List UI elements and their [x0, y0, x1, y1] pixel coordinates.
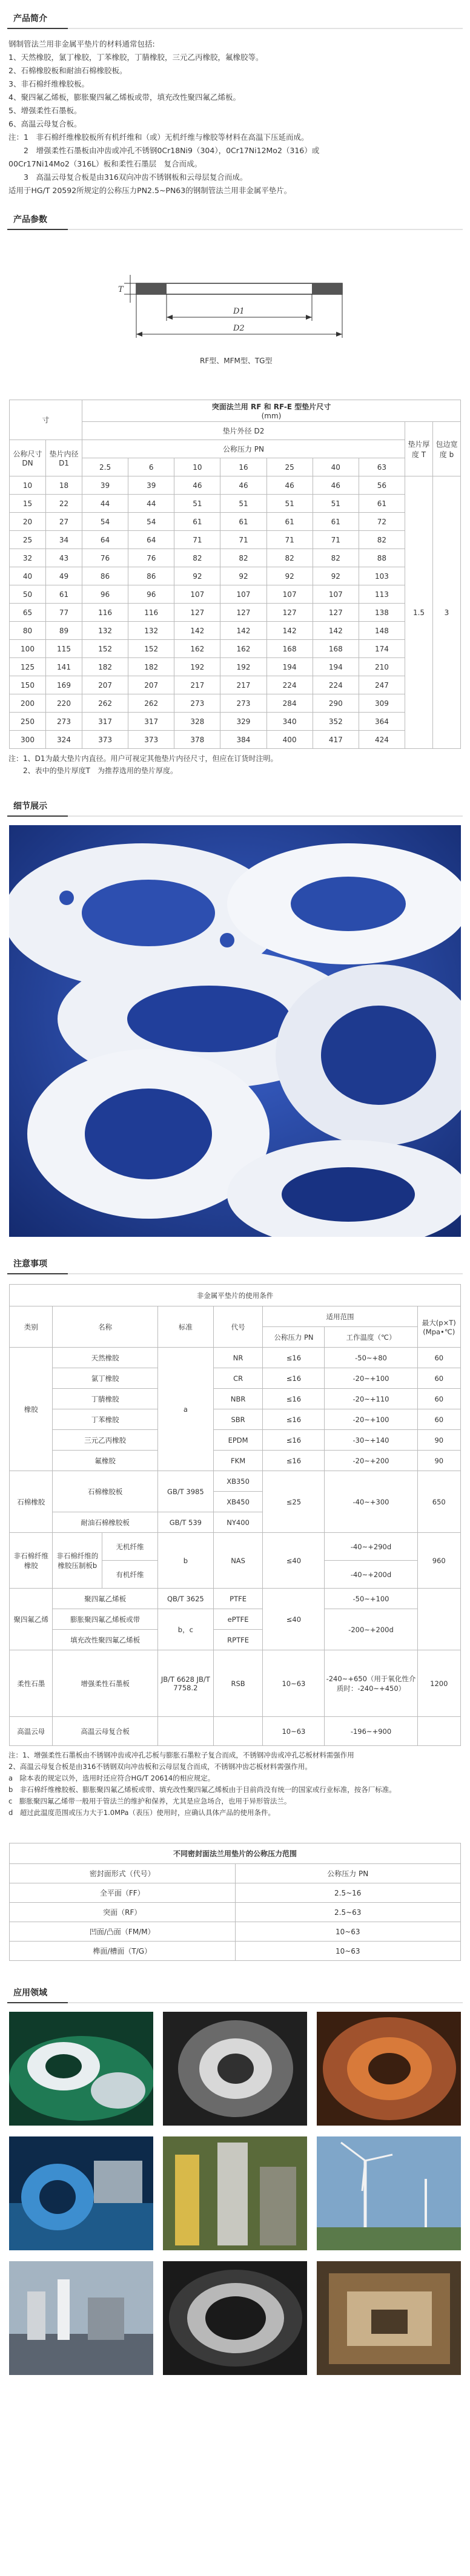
- table-row: [10, 694, 461, 713]
- table-cell: 400: [266, 731, 313, 749]
- table-cell: 207: [82, 676, 128, 694]
- table-cell: 82: [359, 531, 405, 549]
- section-header-intro: [0, 7, 470, 29]
- table-row: [10, 713, 461, 731]
- table-cell: 61: [266, 513, 313, 531]
- table-cell: ≤16: [263, 1389, 325, 1409]
- intro-item: 2、石棉橡胶板和耐油石棉橡胶板。: [8, 66, 127, 75]
- table-row: [10, 1451, 461, 1471]
- table-cell: 39: [82, 476, 128, 495]
- table-cell: 27: [46, 513, 82, 531]
- table-cell: 116: [82, 604, 128, 622]
- table-cell: 76: [128, 549, 174, 567]
- table-cell: 50: [10, 585, 46, 604]
- table-cell: 107: [174, 585, 220, 604]
- application-photo: [9, 2136, 153, 2250]
- table-cell: 51: [266, 495, 313, 513]
- application-photo: [317, 2261, 461, 2375]
- table-cell: 168: [266, 640, 313, 658]
- table-cell: 340: [266, 713, 313, 731]
- product-photo: [9, 825, 461, 1237]
- intro-item: 6、高温云母复合板。: [8, 119, 82, 128]
- pn-header-cell: 25: [266, 458, 313, 476]
- gasket-cross-section-drawing: [0, 236, 470, 400]
- table-cell: 61: [359, 495, 405, 513]
- application-photo: [163, 2136, 307, 2250]
- table-cell: SBR: [213, 1409, 263, 1430]
- table-cell: 182: [128, 658, 174, 676]
- table-cell: ≤16: [263, 1368, 325, 1389]
- intro-item: 3、非石棉纤维橡胶板。: [8, 79, 89, 88]
- table-cell: 49: [46, 567, 82, 585]
- table-cell: 2.5~63: [235, 1903, 461, 1922]
- table-cell: 10~63: [235, 1922, 461, 1942]
- table-row: [10, 1389, 461, 1409]
- table-cell: 86: [82, 567, 128, 585]
- table-cell: 三元乙丙橡胶: [53, 1430, 157, 1451]
- table-cell: 324: [46, 731, 82, 749]
- dim-d2-label: D2: [233, 324, 245, 333]
- table-row: [10, 585, 461, 604]
- table-cell: 64: [128, 531, 174, 549]
- params-notes: 注：1、D1为最大垫片内直径。用户可视定其他垫片内径尺寸，但应在订货时注明。 2、表中的垫片厚度T 为推荐选用的垫片厚度。: [8, 754, 278, 775]
- table-cell: 224: [313, 676, 359, 694]
- section-title: 细节展示: [13, 802, 47, 811]
- table-cell: 82: [266, 549, 313, 567]
- edge-width-cell: 3: [433, 476, 461, 749]
- intro-note: 3 高温云母复合板是由316双向冲齿不锈钢板和云母层复合而成。: [8, 173, 248, 182]
- table-cell: FKM: [213, 1451, 263, 1471]
- table-cell: 25: [10, 531, 46, 549]
- table-cell: 150: [10, 676, 46, 694]
- table-cell: 262: [128, 694, 174, 713]
- section-header-params: [0, 208, 470, 230]
- table-cell: 61: [220, 513, 266, 531]
- table-cell: 突面（RF）: [10, 1903, 236, 1922]
- table-row: [10, 549, 461, 567]
- table-cell: 127: [174, 604, 220, 622]
- table-cell: 192: [220, 658, 266, 676]
- table-cell: 373: [82, 731, 128, 749]
- table-cell: -30~+140: [325, 1430, 417, 1451]
- table-cell: 103: [359, 567, 405, 585]
- table-cell: 107: [220, 585, 266, 604]
- table-row: [10, 495, 461, 513]
- table-cell: 194: [313, 658, 359, 676]
- col-d2-header: 垫片外径 D2: [82, 422, 405, 440]
- table-cell: 125: [10, 658, 46, 676]
- table-cell: 71: [266, 531, 313, 549]
- table-cell: 64: [82, 531, 128, 549]
- application-photo: [9, 2261, 153, 2375]
- table-row: [10, 1883, 461, 1903]
- intro-item: 4、聚四氟乙烯板，膨胀聚四氟乙烯板或带，填充改性聚四氟乙烯板。: [8, 93, 240, 102]
- col-edge-header: 包边宽度 b: [433, 422, 461, 476]
- table-cell: 51: [174, 495, 220, 513]
- product-page: [0, 7, 470, 2393]
- table-cell: 76: [82, 549, 128, 567]
- table-cell: ≤16: [263, 1409, 325, 1430]
- table-cell: -50~+80: [325, 1348, 417, 1368]
- table-cell: 373: [128, 731, 174, 749]
- table-cell: CR: [213, 1368, 263, 1389]
- table-cell: 207: [128, 676, 174, 694]
- table-cell: 51: [313, 495, 359, 513]
- table-cell: 71: [313, 531, 359, 549]
- table-cell: 77: [46, 604, 82, 622]
- col-dn-header: 公称尺寸 DN: [10, 440, 46, 476]
- table-cell: 全平面（FF）: [10, 1883, 236, 1903]
- intro-note: 00Cr17Ni14Mo2（316L）板和柔性石墨层 复合而成。: [8, 159, 202, 168]
- table-group-title: 突面法兰用 RF 和 RF-E 型垫片尺寸 (mm): [82, 400, 461, 422]
- table-cell: 46: [266, 476, 313, 495]
- table-cell: 317: [128, 713, 174, 731]
- table-cell: 61: [46, 585, 82, 604]
- table-cell: 424: [359, 731, 405, 749]
- table-row: [10, 567, 461, 585]
- table-cell: 61: [174, 513, 220, 531]
- table-row: [10, 658, 461, 676]
- table-cell: 194: [266, 658, 313, 676]
- pn-header-cell: 10: [174, 458, 220, 476]
- section-header-detail: [0, 795, 470, 817]
- table-cell: ≤16: [263, 1430, 325, 1451]
- table-cell: 92: [174, 567, 220, 585]
- table-cell: 152: [128, 640, 174, 658]
- table-row: [10, 531, 461, 549]
- table-cell: 107: [313, 585, 359, 604]
- table-cell: 56: [359, 476, 405, 495]
- table-cell: 32: [10, 549, 46, 567]
- table-cell: 96: [128, 585, 174, 604]
- table-cell: 71: [174, 531, 220, 549]
- intro-note: 注：1 非石棉纤维橡胶板所有机纤维和（或）无机纤维与橡胶等材料在高温下压延而成。: [8, 133, 309, 142]
- diagram-caption: RF型、MFM型、TG型: [200, 357, 273, 365]
- table-cell: 152: [82, 640, 128, 658]
- table-cell: 142: [313, 622, 359, 640]
- pn-header-cell: 2.5: [82, 458, 128, 476]
- table-row: [10, 476, 461, 495]
- table-cell: 71: [220, 531, 266, 549]
- section-title: 产品简介: [13, 14, 47, 24]
- table-cell: 46: [313, 476, 359, 495]
- table-cell: 200: [10, 694, 46, 713]
- table-cell: 384: [220, 731, 266, 749]
- table-cell: 210: [359, 658, 405, 676]
- gasket-photo-illustration: [9, 825, 461, 1237]
- table-cell: 80: [10, 622, 46, 640]
- table-cell: 65: [10, 604, 46, 622]
- section-title: 产品参数: [13, 215, 47, 225]
- table-cell: 132: [128, 622, 174, 640]
- table-cell: 174: [359, 640, 405, 658]
- table-row: [10, 1903, 461, 1922]
- pn-header-cell: 6: [128, 458, 174, 476]
- table-cell: 15: [10, 495, 46, 513]
- table-cell: ≤16: [263, 1348, 325, 1368]
- table-cell: 107: [266, 585, 313, 604]
- col-t-header: 垫片厚度 T: [405, 422, 433, 476]
- table-cell: 162: [174, 640, 220, 658]
- table-cell: 127: [313, 604, 359, 622]
- material-conditions-table: 非金属平垫片的使用条件 类别 名称 标准 代号 适用范围 最大(p×T) (Mpa•℃) 公称压力 PN 工作温度（℃） 橡胶 天然橡胶 a NR ≤16 -50~+80 60 氯丁橡胶 CR ≤16 -20~+100 60 丁腈橡胶 NBR ≤16 -20~+110 60 丁苯橡胶 SBR ≤16 -20~+100 60 三元乙丙橡胶 EPDM ≤16 -30~+140 90 氟橡胶 FKM ≤16 -20~+200 90 石棉橡胶 石棉橡胶板 GB/T 3985 XB350 ≤25 -40~+300 650 XB450 耐油石棉橡胶板 GB/T 539 NY400 非石棉纤维橡胶 非石棉纤维的橡胶压制板b 无机纤维 b NAS ≤40 -40~+290d 960 有机纤维 -40~+200d 聚四氟乙烯 聚四氟乙烯板 QB/T 3625 PTFE ≤40 -50~+100 膨胀聚四氟乙烯板或带 b，c ePTFE -200~+200d 填充改性聚四氟乙烯板 RPTFE 柔性石墨 增强柔性石墨板 JB/T 6628 JB/T 7758.2 RSB 10~63 -240~+650（用于氧化性介质时：-240~+450） 1200 高温云母 高温云母复合板 10~63 -196~+900: [9, 1284, 461, 1746]
- dim-d1-label: D1: [233, 307, 245, 316]
- table-cell: 10: [10, 476, 46, 495]
- table-cell: -20~+100: [325, 1368, 417, 1389]
- table-cell: 34: [46, 531, 82, 549]
- table-cell: 44: [128, 495, 174, 513]
- section-title: 注意事项: [13, 1259, 47, 1269]
- pn-header-cell: 40: [313, 458, 359, 476]
- table-cell: 39: [128, 476, 174, 495]
- table-row: [10, 731, 461, 749]
- table-cell: 217: [174, 676, 220, 694]
- table-cell: 凹面/凸面（FM/M）: [10, 1922, 236, 1942]
- table-cell: 115: [46, 640, 82, 658]
- table-cell: 54: [82, 513, 128, 531]
- table-cell: 262: [82, 694, 128, 713]
- table-corner: 寸: [10, 400, 82, 440]
- table-cell: 162: [220, 640, 266, 658]
- table-cell: 247: [359, 676, 405, 694]
- table-cell: 284: [266, 694, 313, 713]
- section-header-apps: [0, 1981, 470, 2003]
- table-cell: 309: [359, 694, 405, 713]
- intro-note: 2 增强柔性石墨板由冲齿或冲孔不锈钢0Cr18Ni9（304），0Cr17Ni12Mo2（316）或: [8, 146, 320, 155]
- table-row: [10, 1922, 461, 1942]
- table-cell: 82: [220, 549, 266, 567]
- table-row: [10, 640, 461, 658]
- table-cell: 169: [46, 676, 82, 694]
- pn-header-cell: 63: [359, 458, 405, 476]
- table-cell: 364: [359, 713, 405, 731]
- application-photo: [163, 2261, 307, 2375]
- table-cell: 20: [10, 513, 46, 531]
- section-header-notes: [0, 1253, 470, 1274]
- application-photo: [317, 2012, 461, 2126]
- table-cell: 273: [46, 713, 82, 731]
- table-cell: 224: [266, 676, 313, 694]
- table-title: 非金属平垫片的使用条件: [10, 1285, 461, 1306]
- materials-notes: 注：1、增强柔性石墨板由不锈钢冲齿或冲孔芯板与膨胀石墨粒子复合而成，不锈钢冲齿或冲孔芯板材料需强作用 2、高温云母复合板是由316不锈钢双向冲齿板和云母层复合而成，不锈钢冲齿芯板材料需强作用。 a 除本表的规定以外，选用时还应符合HG/T 20614的相应规定。 b 非石棉纤维橡胶板、膨胀聚四氟乙烯板或带、填充改性聚四氟乙烯板由于目前尚没有统一的国家或行业标准，按各厂标准。 c 膨胀聚四氟乙烯带一般用于管法兰的维护和保养，尤其是应急场合，也用于异形管法兰。 d 超过此温度范围或压力大于1.0MPa（表压）使用时，应确认具体产品的使用条件。: [8, 1751, 396, 1817]
- application-photo: [9, 2012, 153, 2126]
- table-row: [10, 1942, 461, 1961]
- table-cell: 2.5~16: [235, 1883, 461, 1903]
- gasket-diagram: [0, 236, 470, 400]
- intro-text: [0, 29, 470, 197]
- table-cell: 116: [128, 604, 174, 622]
- application-photo: [163, 2012, 307, 2126]
- table-cell: 417: [313, 731, 359, 749]
- table-cell: 142: [220, 622, 266, 640]
- table-cell: 氯丁橡胶: [53, 1368, 157, 1389]
- table-cell: 250: [10, 713, 46, 731]
- table-cell: 86: [128, 567, 174, 585]
- intro-note: 适用于HG/T 20592所规定的公称压力PN2.5~PN63的钢制管法兰用非金属平垫片。: [8, 186, 292, 195]
- table-row: [10, 1430, 461, 1451]
- table-cell: 90: [417, 1430, 460, 1451]
- table-cell: 113: [359, 585, 405, 604]
- table-cell: -20~+200: [325, 1451, 417, 1471]
- col-pn-header: 公称压力 PN: [82, 440, 405, 458]
- table-cell: 46: [220, 476, 266, 495]
- table-cell: NBR: [213, 1389, 263, 1409]
- table-cell: 142: [266, 622, 313, 640]
- table-cell: 40: [10, 567, 46, 585]
- table-cell: 51: [220, 495, 266, 513]
- table-cell: 榫面/槽面（T/G）: [10, 1942, 236, 1961]
- table-row: [10, 622, 461, 640]
- table-row: [10, 1348, 461, 1368]
- table-cell: NR: [213, 1348, 263, 1368]
- table-cell: 141: [46, 658, 82, 676]
- table-row: [10, 676, 461, 694]
- table-title: 不同密封面法兰用垫片的公称压力范围: [10, 1843, 461, 1864]
- table-cell: 丁腈橡胶: [53, 1389, 157, 1409]
- intro-lead: 钢制管法兰用非金属平垫片的材料通常包括:: [8, 39, 155, 48]
- table-cell: 61: [313, 513, 359, 531]
- intro-item: 5、增强柔性石墨板。: [8, 106, 82, 115]
- table-cell: 72: [359, 513, 405, 531]
- table-cell: 328: [174, 713, 220, 731]
- pressure-range-table: 不同密封面法兰用垫片的公称压力范围 密封面形式（代号） 公称压力 PN 全平面（FF） 2.5~16 突面（RF） 2.5~63 凹面/凸面（FM/M） 10~63 榫面/槽面（T/G） 10~63: [9, 1843, 461, 1961]
- table-cell: 60: [417, 1368, 460, 1389]
- table-cell: 378: [174, 731, 220, 749]
- table-cell: 10~63: [235, 1942, 461, 1961]
- table-cell: 92: [220, 567, 266, 585]
- table-row: [10, 513, 461, 531]
- table-cell: 148: [359, 622, 405, 640]
- table-cell: 60: [417, 1389, 460, 1409]
- section-title: 应用领域: [13, 1988, 47, 1998]
- intro-item: 1、天然橡胶，氯丁橡胶，丁苯橡胶，丁腈橡胶，三元乙丙橡胶，氟橡胶等。: [8, 53, 263, 62]
- table-cell: 329: [220, 713, 266, 731]
- table-cell: 92: [266, 567, 313, 585]
- table-cell: 127: [266, 604, 313, 622]
- table-cell: -20~+110: [325, 1389, 417, 1409]
- table-cell: 132: [82, 622, 128, 640]
- gasket-dimension-table: [9, 400, 461, 749]
- table-cell: 43: [46, 549, 82, 567]
- table-cell: 60: [417, 1409, 460, 1430]
- table-row: [10, 604, 461, 622]
- table-cell: 127: [220, 604, 266, 622]
- table-cell: 300: [10, 731, 46, 749]
- pn-header-cell: 16: [220, 458, 266, 476]
- table-cell: 142: [174, 622, 220, 640]
- table-cell: 317: [82, 713, 128, 731]
- table-cell: 22: [46, 495, 82, 513]
- table-cell: 192: [174, 658, 220, 676]
- table-cell: 96: [82, 585, 128, 604]
- table-cell: 82: [174, 549, 220, 567]
- table-cell: 352: [313, 713, 359, 731]
- table-cell: 182: [82, 658, 128, 676]
- application-gallery: [9, 2012, 461, 2375]
- table-cell: 273: [220, 694, 266, 713]
- table-cell: 168: [313, 640, 359, 658]
- table-cell: 天然橡胶: [53, 1348, 157, 1368]
- table-cell: -20~+100: [325, 1409, 417, 1430]
- table-cell: 100: [10, 640, 46, 658]
- table-cell: 氟橡胶: [53, 1451, 157, 1471]
- category-cell: 橡胶: [10, 1348, 53, 1471]
- dim-t-label: T: [118, 285, 124, 294]
- table-cell: 60: [417, 1348, 460, 1368]
- table-cell: ≤16: [263, 1451, 325, 1471]
- table-row: [10, 1409, 461, 1430]
- table-cell: 89: [46, 622, 82, 640]
- table-cell: 丁苯橡胶: [53, 1409, 157, 1430]
- table-cell: 92: [313, 567, 359, 585]
- table-cell: EPDM: [213, 1430, 263, 1451]
- thickness-cell: 1.5: [405, 476, 433, 749]
- col-d1-header: 垫片内径 D1: [46, 440, 82, 476]
- table-cell: 220: [46, 694, 82, 713]
- table-cell: 46: [174, 476, 220, 495]
- table-cell: 54: [128, 513, 174, 531]
- table-cell: 273: [174, 694, 220, 713]
- param-rows: [10, 476, 461, 749]
- standard-cell: a: [157, 1348, 213, 1471]
- table-cell: 44: [82, 495, 128, 513]
- table-cell: 82: [313, 549, 359, 567]
- pressure-rows: [10, 1883, 461, 1961]
- table-cell: 90: [417, 1451, 460, 1471]
- table-cell: 217: [220, 676, 266, 694]
- table-cell: 290: [313, 694, 359, 713]
- table-cell: 88: [359, 549, 405, 567]
- table-cell: 138: [359, 604, 405, 622]
- application-photo: [317, 2136, 461, 2250]
- table-row: [10, 1368, 461, 1389]
- rubber-rows: [10, 1348, 461, 1471]
- table-cell: 18: [46, 476, 82, 495]
